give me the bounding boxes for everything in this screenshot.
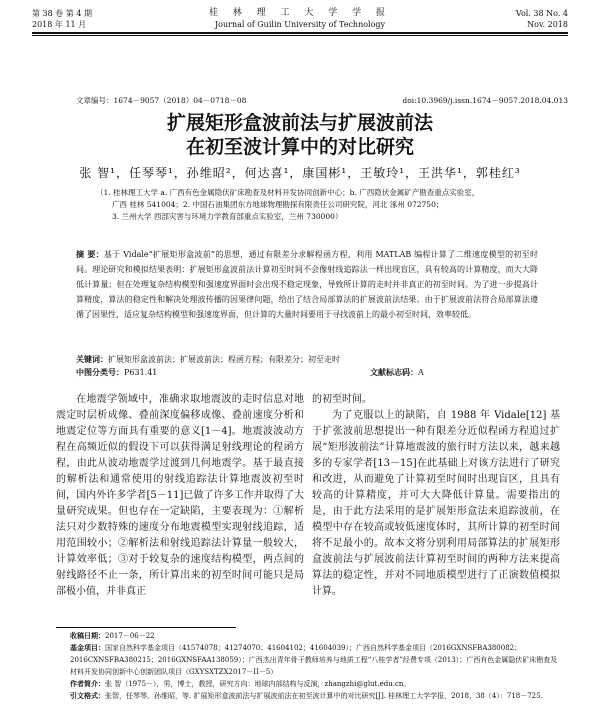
clc-number <box>76 367 157 378</box>
affiliation-line: 3. 兰州大学 西部灾害与环境力学教育部重点实验室，兰州 730000） <box>112 212 343 221</box>
received-date: 收稿日期：2017－06－22 <box>70 632 155 640</box>
journal-name-en: Journal of Guilin University of Technology <box>214 20 386 29</box>
article-number: 文章编号：1674－9057（2018）04－0718－08 <box>76 96 247 105</box>
title-line-2: 在初至波计算中的对比研究 <box>185 136 414 158</box>
keywords <box>76 353 538 367</box>
keywords-label: 关键词： <box>76 355 108 364</box>
clc-label: 中图分类号： <box>76 368 124 377</box>
clc-value: P631.41 <box>124 368 158 377</box>
author-info: 作者简介：张 智（1975－），男，博士，教授，研究方向：地球内部结构与反演，zhangzhi@glut.edu.cn。 <box>70 680 411 688</box>
volume-en: Vol. 38 No. 4 <box>515 9 568 18</box>
body-column-left: 在地震学领域中，准确求取地震波的走时信息对地震定时层析成像、叠前深度偏移成像、叠前速度分析和地震定位等方面具有重要的意义[1－4]。地震波波动方程在高频近似的假设下可以获得满足射线理论的程函方程，由此从波动地震学过渡到几何地震学。基于最直接的解析法和通常使用的射线追踪法计算地震波初至时间，国内外许多学者[5－11]已做了许多工作并取得了大量研究成果。但也存在一定缺陷，主要表现为：①解析法只对少数特殊的速度分布地震模型实现射线追踪，适用范围较小；②解析法和射线追踪法计算量一般较大，计算效率低；③对于较复杂的速度结构模型，两点间的射线路径不止一条，所计算出来的初至时间可能只是局部极小值，并非真正 <box>56 394 304 597</box>
journal-name-cn: 桂 林 理 工 大 学 学 报 <box>208 8 392 18</box>
date-en: Nov. 2018 <box>527 20 568 29</box>
header-center <box>170 8 430 30</box>
abstract-text: 基于 Vidale“扩展矩形盒波前”的思想，通过有限差分求解程函方程，利用 MATLAB 编程计算了二维速度模型的初至时间。理论研究和模拟结果表明：扩展矩形盒波前法计算初至时间不会像射线追踪法一样出现盲区，具有较高的计算精度，而大大降低计算量；但在处理复杂结构模型和强速度界面时会出现不稳定现象，导致所计算的走时并非真正的初至时间。为了进一步提高计算精度，算法的稳定性和解决处理波传播的因果律问题，给出了结合局部算法的扩展波前法结果。由于扩展波前法符合局部算法遵循了因果性，适应复杂结构模型和强速度界面，但计算的大量时间要用于寻找波前上的最小初至时间，效率较低。 <box>76 250 538 319</box>
header-right <box>516 8 568 30</box>
header-rule <box>32 32 568 34</box>
date-cn: 2018 年 11 月 <box>32 20 87 29</box>
body-paragraph: 为了克服以上的缺陷，自 1988 年 Vidale[12] 基于扩张波前思想提出一种有限差分近似程函方程追过扩展“矩形波前法”计算地震波的旅行时方法以来，越来越多的专家学者[13－15]在此基础上对该方法进行了研究和改进，从而避免了计算初至时间时出现盲区，且具有较高的计算精度，并可大大降低计算量。需要指出的是，由于此方法采用的是扩展矩形盒法来追踪波前，在模型中存在较高或较低速度体时，其所计算的初至时间将不足最小的。故本文将分别利用局部算法的扩展矩形盒波前法与扩展波前法计算初至时间的两种方法来提高算法的稳定性，并对不同地质模型进行了正演数值模拟计算。 <box>312 410 560 597</box>
affiliation-line: 广西 桂林 541004；2. 中国石油集团东方地球物理勘探有限责任公司研究院，河北 涿州 072750； <box>112 200 444 209</box>
header-left <box>32 8 92 30</box>
header-rule-thin <box>32 35 568 36</box>
title-line-1: 扩展矩形盒波前法与扩展波前法 <box>166 112 433 134</box>
authors: 张 智¹，任琴琴¹，孙维昭²，何达喜¹，康国彬¹，王敏玲¹，王洪华¹，郭桂红³ <box>79 166 521 180</box>
volume-cn: 第 38 卷 第 4 期 <box>32 9 92 18</box>
affiliations <box>96 187 556 223</box>
document-code <box>370 367 424 378</box>
keywords-text: 扩展矩形盒波前法；扩展波前法；程函方程；有限差分；初至走时 <box>108 355 340 364</box>
doc-code-label: 文献标志码： <box>370 368 418 377</box>
abstract <box>76 247 538 322</box>
citation-format: 引文格式：张智，任琴琴，孙维昭，等. 扩展矩形盒波前法与扩展波前法在初至波计算中的对比研究[J]. 桂林理工大学学报，2018，38（4）：718－725. <box>70 692 543 700</box>
body-paragraph: 的初至时间。 <box>312 394 372 405</box>
footnotes <box>70 630 560 702</box>
doc-code-value: A <box>418 368 424 377</box>
abstract-label: 摘 要： <box>76 250 104 259</box>
body-column-right <box>312 392 560 600</box>
doi: doi:10.3969/j.issn.1674－9057.2018.04.013 <box>402 96 568 105</box>
footnote-rule <box>56 627 236 628</box>
affiliation-line: （1. 桂林理工大学 a. 广西有色金属隐伏矿床勘查及材料开发协同创新中心；b. 广西隐伏金属矿产勘查重点实验室， <box>96 188 480 197</box>
fund-info: 基金项目：国家自然科学基金项目（41574078；41274070；41604102；41604039）；广西自然科学基金项目（2016GXNSFBA380082；2016CXNSFBA380215；2016GXNSFAA138059）；广西杰出青年骨干教师培养与地质工程“八桂学者”经费专项（2013）；广西有色金属隐伏矿床勘查及材料开发协同创新中心创新团队项目（GXYSXTZX2017－II－5） <box>70 644 558 676</box>
